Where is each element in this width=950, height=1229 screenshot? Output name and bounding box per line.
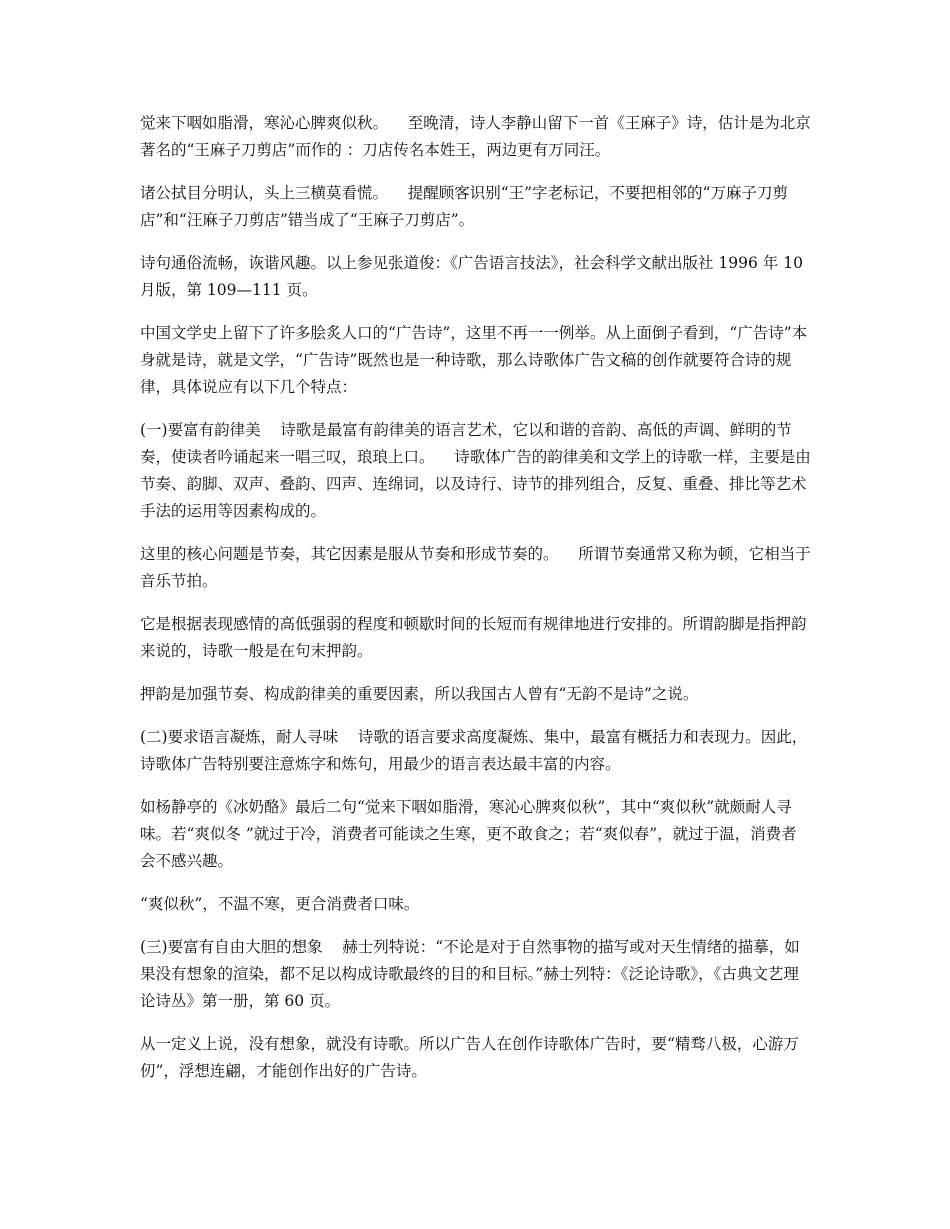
paragraph: 诸公拭目分明认，头上三横莫看慌。 提醒顾客识别“王”字老标记，不要把相邻的“万麻子刀剪店”和“汪麻子刀剪店”错当成了“王麻子刀剪店”。 [140,184,788,229]
document-body [140,110,812,1101]
paragraph: (一)要富有韵律美 诗歌是最富有韵律美的语言艺术，它以和谐的音韵、高低的声调、鲜明的节奏，使读者吟诵起来一唱三叹，琅琅上口。 诗歌体广告的韵律美和文学上的诗歌一样，主要是由节奏、韵脚、双声、叠韵、四声、连绵词，以及诗行、诗节的排列组合，反复、重叠、排比等艺术手法的运用等因素构成的。 [140,421,811,520]
paragraph: 从一定义上说，没有想象，就没有诗歌。所以广告人在创作诗歌体广告时，要“精骛八极，心游万仞”，浮想连翩，才能创作出好的广告诗。 [140,1035,799,1080]
paragraph: (二)要求语言凝炼，耐人寻味 诗歌的语言要求高度凝炼、集中，最富有概括力和表现力。因此，诗歌体广告特别要注意炼字和炼句，用最少的语言表达最丰富的内容。 [140,728,808,773]
paragraph: 它是根据表现感情的高低强弱的程度和顿歇时间的长短而有规律地进行安排的。所谓韵脚是指押韵来说的，诗歌一般是在句末押韵。 [140,615,807,660]
paragraph: 这里的核心问题是节奏，其它因素是服从节奏和形成节奏的。 所谓节奏通常又称为顿，它相当于音乐节拍。 [140,545,811,590]
paragraph: 诗句通俗流畅，诙谐风趣。以上参见张道俊：《广告语言技法》，社会科学文献出版社 1996 年 10 月版，第 109—111 页。 [140,254,808,299]
paragraph: 中国文学史上留下了许多脍炙人口的“广告诗”，这里不再一一例举。从上面倒子看到，“广告诗”本身就是诗，就是文学，“广告诗”既然也是一种诗歌，那么诗歌体广告文稿的创作就要符合诗的规律，具体说应有以下几个特点： [140,324,808,396]
paragraph: 如杨静亭的《冰奶酪》最后二句“觉来下咽如脂滑，寒沁心脾爽似秋”，其中“爽似秋”就颇耐人寻味。若“爽似冬 ”就过于冷，消费者可能读之生寒，更不敢食之；若“爽似春”，就过于温，消费者会不感兴趣。 [140,798,797,870]
paragraph: (三)要富有自由大胆的想象 赫士列特说：“不论是对于自然事物的描写或对天生情绪的描摹，如果没有想象的渲染，都不足以构成诗歌最终的目的和目标。”赫士列特：《泛论诗歌》，《古典文艺理论诗丛》第一册，第 60 页。 [140,938,800,1010]
paragraph: “爽似秋”，不温不寒，更合消费者口味。 [140,895,420,913]
paragraph: 觉来下咽如脂滑，寒沁心脾爽似秋。 至晚清，诗人李静山留下一首《王麻子》诗，估计是为北京著名的“王麻子刀剪店”而作的 ：刀店传名本姓王，两边更有万同汪。 [140,114,811,159]
paragraph: 押韵是加强节奏、构成韵律美的重要因素，所以我国古人曾有“无韵不是诗”之说。 [140,685,699,703]
